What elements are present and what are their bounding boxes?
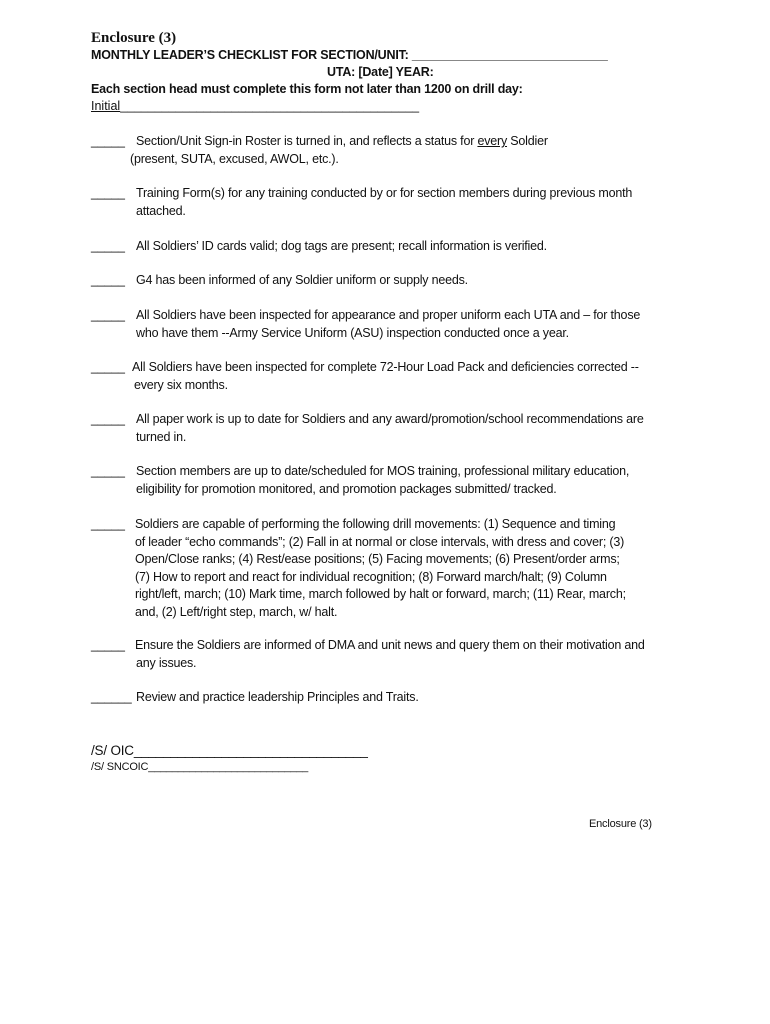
initial-blank-field: _____ — [91, 360, 125, 374]
item-text: All Soldiers have been inspected for complete 72-Hour Load Pack and deficiencies corrected -- — [132, 360, 639, 374]
item-text: Review and practice leadership Principles and Traits. — [136, 690, 419, 704]
item-text: G4 has been informed of any Soldier uniform or supply needs. — [136, 273, 468, 287]
page-footer: Enclosure (3) — [589, 818, 652, 830]
item-text: Ensure the Soldiers are informed of DMA and unit news and query them on their motivation and — [135, 638, 645, 652]
item-emphasis: every — [477, 134, 508, 148]
initial-blank-field: _____ — [91, 517, 125, 531]
initial-blank-field: _____ — [91, 134, 125, 148]
item-text: All paper work is up to date for Soldiers and any award/promotion/school recommendations are — [136, 412, 644, 426]
item-text-continued: and, (2) Left/right step, march, w/ halt. — [135, 604, 338, 619]
item-text-continued: (present, SUTA, excused, AWOL, etc.). — [130, 151, 339, 166]
initial-blank-field: _____ — [91, 308, 125, 322]
initial-blank: ___________________________________________ — [120, 99, 420, 113]
initial-blank-field: ______ — [91, 690, 132, 704]
uta-date-year-line: UTA: [Date] YEAR: — [327, 65, 434, 79]
item-text-continued: who have them --Army Service Uniform (ASU) inspection conducted once a year. — [136, 325, 569, 340]
item-text-continued: eligibility for promotion monitored, and promotion packages submitted/ tracked. — [136, 481, 557, 496]
initial-label: Initial — [91, 99, 121, 113]
completion-instruction: Each section head must complete this form not later than 1200 on drill day: — [91, 82, 523, 96]
item-text: All Soldiers’ ID cards valid; dog tags are present; recall information is verified. — [136, 239, 547, 253]
item-text: Section/Unit Sign-in Roster is turned in, and reflects a status for — [136, 134, 478, 148]
initial-blank-field: _____ — [91, 239, 125, 253]
item-text-continued: (7) How to report and react for individual recognition; (8) Forward march/halt; (9) Column — [135, 569, 607, 584]
initial-blank-field: _____ — [91, 412, 125, 426]
item-text-continued: right/left, march; (10) Mark time, march followed by halt or forward, march; (11) Rear, march; — [135, 587, 626, 601]
initial-line — [91, 99, 419, 113]
enclosure-heading: Enclosure (3) — [91, 30, 177, 46]
item-text: Soldiers are capable of performing the following drill movements: (1) Sequence and timing — [135, 517, 616, 531]
initial-blank-field: _____ — [91, 638, 125, 652]
item-text: Section members are up to date/scheduled for MOS training, professional military education, — [136, 464, 630, 478]
form-title: MONTHLY LEADER’S CHECKLIST FOR SECTION/UNIT: _____________________________ — [91, 48, 608, 62]
item-text: Training Form(s) for any training conducted by or for section members during previous month — [136, 186, 633, 200]
item-text-continued: any issues. — [136, 655, 197, 670]
initial-blank-field: _____ — [91, 273, 125, 287]
oic-signature-line: /S/ OIC________________________________ — [91, 743, 368, 758]
item-text-end: Soldier — [507, 134, 548, 148]
item-text-continued: Open/Close ranks; (4) Rest/ease positions; (5) Facing movements; (6) Present/order arms; — [135, 552, 620, 566]
sncoic-signature-line: /S/ SNCOIC___________________________ — [91, 761, 309, 773]
item-text: All Soldiers have been inspected for appearance and proper uniform each UTA and – for those — [136, 308, 641, 322]
item-text-continued: every six months. — [134, 377, 228, 392]
initial-blank-field: _____ — [91, 464, 125, 478]
item-text-continued: attached. — [136, 203, 186, 218]
item-text-continued: turned in. — [136, 429, 187, 444]
item-text-continued: of leader “echo commands”; (2) Fall in at normal or close intervals, with dress and cover; (3) — [135, 534, 625, 549]
initial-blank-field: _____ — [91, 186, 125, 200]
